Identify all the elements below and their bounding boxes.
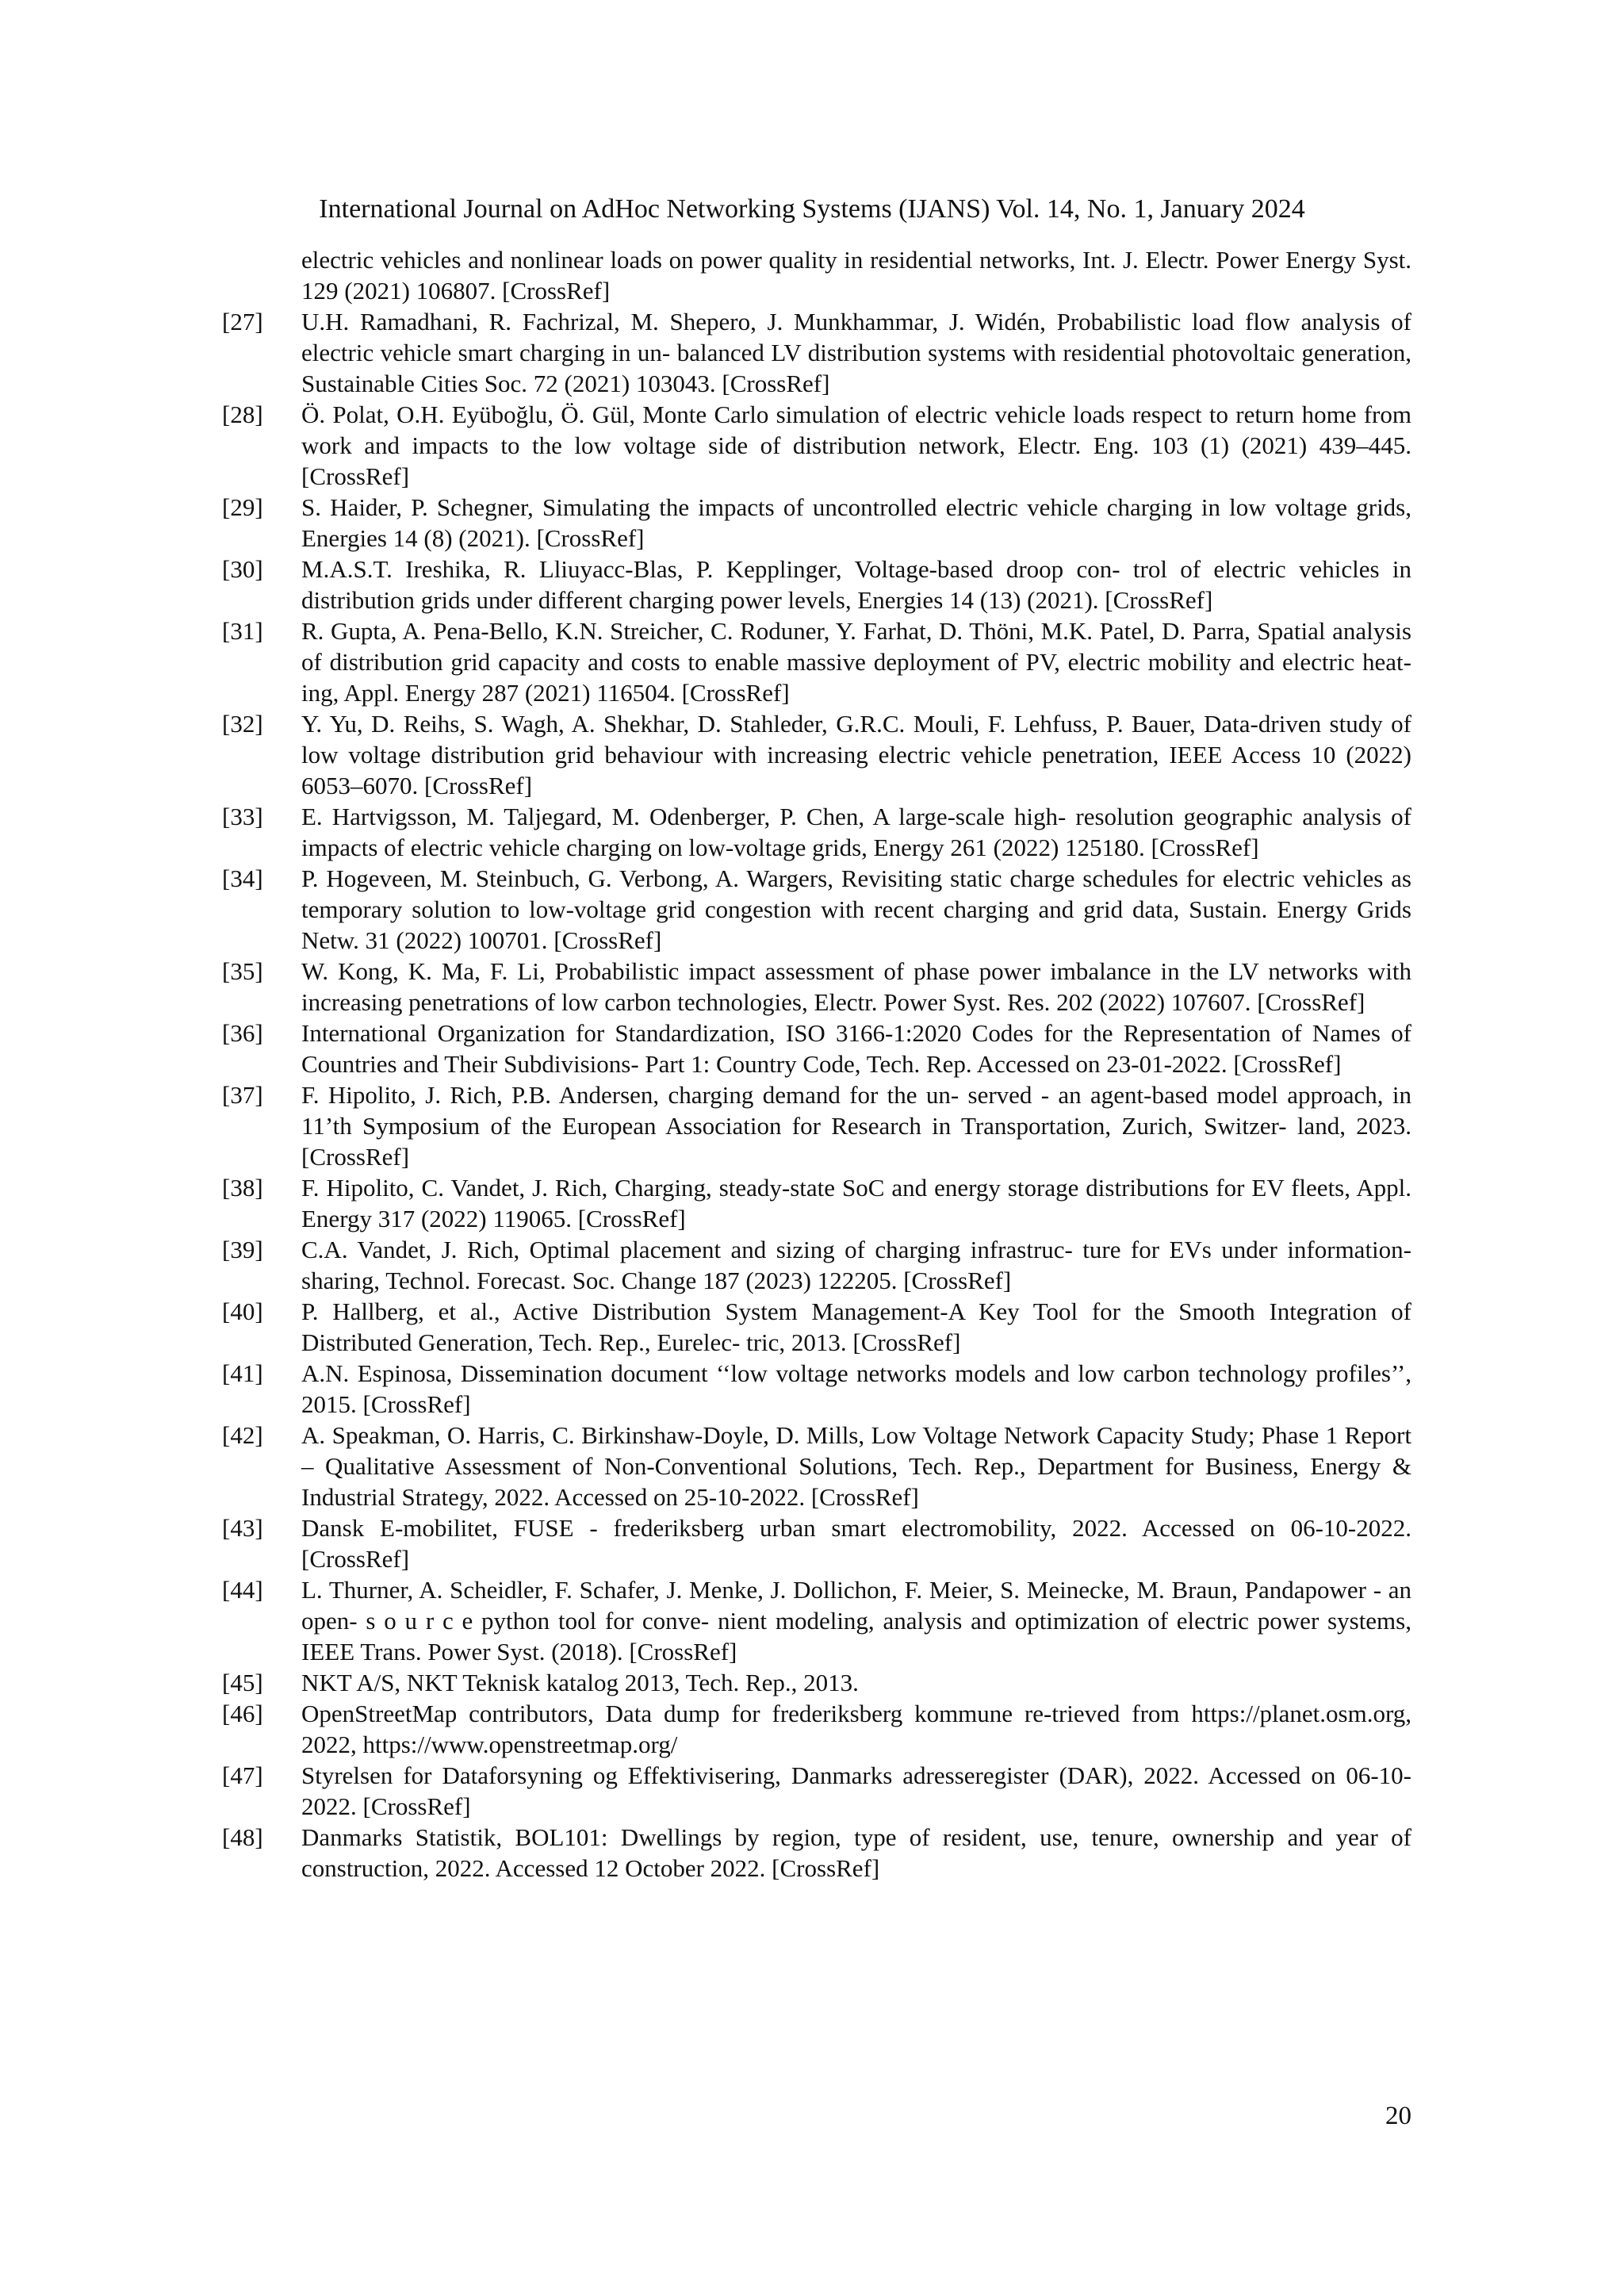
reference-number: [30] <box>222 555 263 583</box>
reference-entry <box>222 399 1411 492</box>
reference-text: Y. Yu, D. Reihs, S. Wagh, A. Shekhar, D. Stahleder, G.R.C. Mouli, F. Lehfuss, P. Bauer, Data-driven study of low voltage distribution grid behaviour with increasing electric vehicle penetration, IEEE Access 10 (2022) 6053–6070. [CrossRef] <box>301 710 1411 799</box>
reference-number: [31] <box>222 617 263 645</box>
reference-number: [43] <box>222 1514 263 1542</box>
reference-entry <box>222 708 1411 801</box>
reference-text: Ö. Polat, O.H. Eyüboğlu, Ö. Gül, Monte Carlo simulation of electric vehicle loads respect to return home from work and impacts to the low voltage side of distribution network, Electr. Eng. 103 (1) (2021) 439–445. [CrossRef] <box>301 401 1411 490</box>
reference-text: A. Speakman, O. Harris, C. Birkinshaw-Doyle, D. Mills, Low Voltage Network Capacity Study; Phase 1 Report – Qualitative Assessment of Non-Conventional Solutions, Tech. Rep., Department for Business, Energy & Industrial Strategy, 2022. Accessed on 25-10-2022. [CrossRef] <box>301 1421 1411 1511</box>
reference-entry <box>222 1698 1411 1760</box>
reference-text: P. Hogeveen, M. Steinbuch, G. Verbong, A. Wargers, Revisiting static charge schedules for electric vehicles as temporary solution to low-voltage grid congestion with recent charging and grid data, Sustain. Energy Grids Netw. 31 (2022) 100701. [CrossRef] <box>301 864 1411 954</box>
reference-entry <box>222 956 1411 1018</box>
reference-entry <box>222 1172 1411 1234</box>
reference-text: OpenStreetMap contributors, Data dump for frederiksberg kommune re-trieved from https://planet.osm.org, 2022, https://www.openstreetmap.org/ <box>301 1700 1411 1758</box>
reference-entry <box>222 492 1411 554</box>
reference-number: [48] <box>222 1823 263 1851</box>
reference-text: NKT A/S, NKT Teknisk katalog 2013, Tech. Rep., 2013. <box>301 1669 859 1696</box>
reference-number: [35] <box>222 957 263 985</box>
reference-number: [40] <box>222 1297 263 1325</box>
reference-entries <box>222 306 1411 1884</box>
reference-entry <box>222 1512 1411 1574</box>
reference-entry <box>222 615 1411 708</box>
reference-text: F. Hipolito, C. Vandet, J. Rich, Charging, steady-state SoC and energy storage distributions for EV fleets, Appl. Energy 317 (2022) 119065. [CrossRef] <box>301 1174 1411 1232</box>
reference-number: [29] <box>222 493 263 521</box>
reference-text: A.N. Espinosa, Dissemination document ‘‘low voltage networks models and low carbon technology profiles’’, 2015. [CrossRef] <box>301 1359 1411 1418</box>
reference-number: [36] <box>222 1019 263 1047</box>
reference-text: C.A. Vandet, J. Rich, Optimal placement and sizing of charging infrastruc- ture for EVs under information-sharing, Technol. Forecast. Soc. Change 187 (2023) 122205. [CrossRef] <box>301 1236 1411 1294</box>
reference-entry <box>222 306 1411 399</box>
reference-number: [46] <box>222 1700 263 1727</box>
reference-text: U.H. Ramadhani, R. Fachrizal, M. Shepero, J. Munkhammar, J. Widén, Probabilistic load flow analysis of electric vehicle smart charging in un- balanced LV distribution systems with residential photovoltaic generation, Sustainable Cities Soc. 72 (2021) 103043. [CrossRef] <box>301 308 1411 397</box>
reference-number: [33] <box>222 803 263 830</box>
reference-number: [34] <box>222 864 263 892</box>
reference-number: [42] <box>222 1421 263 1449</box>
reference-text: R. Gupta, A. Pena-Bello, K.N. Streicher, C. Roduner, Y. Farhat, D. Thöni, M.K. Patel, D. Parra, Spatial analysis of distribution grid capacity and costs to enable massive deployment of PV, electric mobility and electric heat- ing, Appl. Energy 287 (2021) 116504. [CrossRef] <box>301 617 1411 707</box>
reference-number: [37] <box>222 1081 263 1109</box>
reference-entry <box>222 554 1411 615</box>
reference-text: International Organization for Standardization, ISO 3166-1:2020 Codes for the Representation of Names of Countries and Their Subdivisions- Part 1: Country Code, Tech. Rep. Accessed on 23-01-2022. [CrossRef] <box>301 1019 1411 1078</box>
reference-number: [38] <box>222 1174 263 1202</box>
reference-number: [41] <box>222 1359 263 1387</box>
running-header: International Journal on AdHoc Networking Systems (IJANS) Vol. 14, No. 1, January 2024 <box>319 194 1305 224</box>
reference-text: E. Hartvigsson, M. Taljegard, M. Odenberger, P. Chen, A large-scale high- resolution geographic analysis of impacts of electric vehicle charging on low-voltage grids, Energy 261 (2022) 125180. [CrossRef] <box>301 803 1411 861</box>
reference-number: [32] <box>222 710 263 738</box>
reference-entry <box>222 1420 1411 1512</box>
reference-number: [39] <box>222 1236 263 1263</box>
reference-text: M.A.S.T. Ireshika, R. Lliuyacc-Blas, P. Kepplinger, Voltage-based droop con- trol of electric vehicles in distribution grids under different charging power levels, Energies 14 (13) (2021). [CrossRef] <box>301 555 1411 614</box>
reference-text: L. Thurner, A. Scheidler, F. Schafer, J. Menke, J. Dollichon, F. Meier, S. Meinecke, M. Braun, Pandapower - an open- s o u r c e python tool for conve- nient modeling, analysis and optimization of electric power systems, IEEE Trans. Power Syst. (2018). [CrossRef] <box>301 1576 1411 1665</box>
reference-number: [45] <box>222 1669 263 1696</box>
reference-entry <box>222 1296 1411 1358</box>
reference-text: Danmarks Statistik, BOL101: Dwellings by region, type of resident, use, tenure, ownership and year of construction, 2022. Accessed 12 October 2022. [CrossRef] <box>301 1823 1411 1882</box>
reference-number: [27] <box>222 308 263 335</box>
reference-entry <box>222 863 1411 956</box>
reference-text: P. Hallberg, et al., Active Distribution System Management-A Key Tool for the Smooth Integration of Distributed Generation, Tech. Rep., Eurelec- tric, 2013. [CrossRef] <box>301 1297 1411 1356</box>
reference-entry <box>222 801 1411 863</box>
reference-number: [47] <box>222 1761 263 1789</box>
reference-entry <box>222 1574 1411 1667</box>
reference-text: F. Hipolito, J. Rich, P.B. Andersen, charging demand for the un- served - an agent-based model approach, in 11’th Symposium of the European Association for Research in Transportation, Zurich, Switzer- land, 2023. [CrossRef] <box>301 1081 1411 1171</box>
reference-entry <box>222 1822 1411 1884</box>
references-list <box>222 244 1411 1884</box>
reference-entry <box>222 1079 1411 1172</box>
reference-text: Dansk E-mobilitet, FUSE - frederiksberg urban smart electromobility, 2022. Accessed on 06-10-2022. [CrossRef] <box>301 1514 1411 1573</box>
reference-text: W. Kong, K. Ma, F. Li, Probabilistic impact assessment of phase power imbalance in the LV networks with increasing penetrations of low carbon technologies, Electr. Power Syst. Res. 202 (2022) 107607. [CrossRef] <box>301 957 1411 1016</box>
reference-continuation: electric vehicles and nonlinear loads on power quality in residential networks, Int. J. Electr. Power Energy Syst. 129 (2021) 106807. [CrossRef] <box>301 246 1411 305</box>
reference-number: [28] <box>222 401 263 428</box>
page-number: 20 <box>1385 2102 1411 2130</box>
reference-entry <box>222 1358 1411 1420</box>
reference-number: [44] <box>222 1576 263 1604</box>
reference-text: S. Haider, P. Schegner, Simulating the impacts of uncontrolled electric vehicle charging in low voltage grids, Energies 14 (8) (2021). [CrossRef] <box>301 493 1411 552</box>
reference-entry <box>222 1667 1411 1698</box>
reference-entry <box>222 1234 1411 1296</box>
reference-text: Styrelsen for Dataforsyning og Effektivisering, Danmarks adresseregister (DAR), 2022. Accessed on 06-10-2022. [CrossRef] <box>301 1761 1411 1820</box>
reference-entry <box>222 1760 1411 1822</box>
reference-entry <box>222 1018 1411 1079</box>
